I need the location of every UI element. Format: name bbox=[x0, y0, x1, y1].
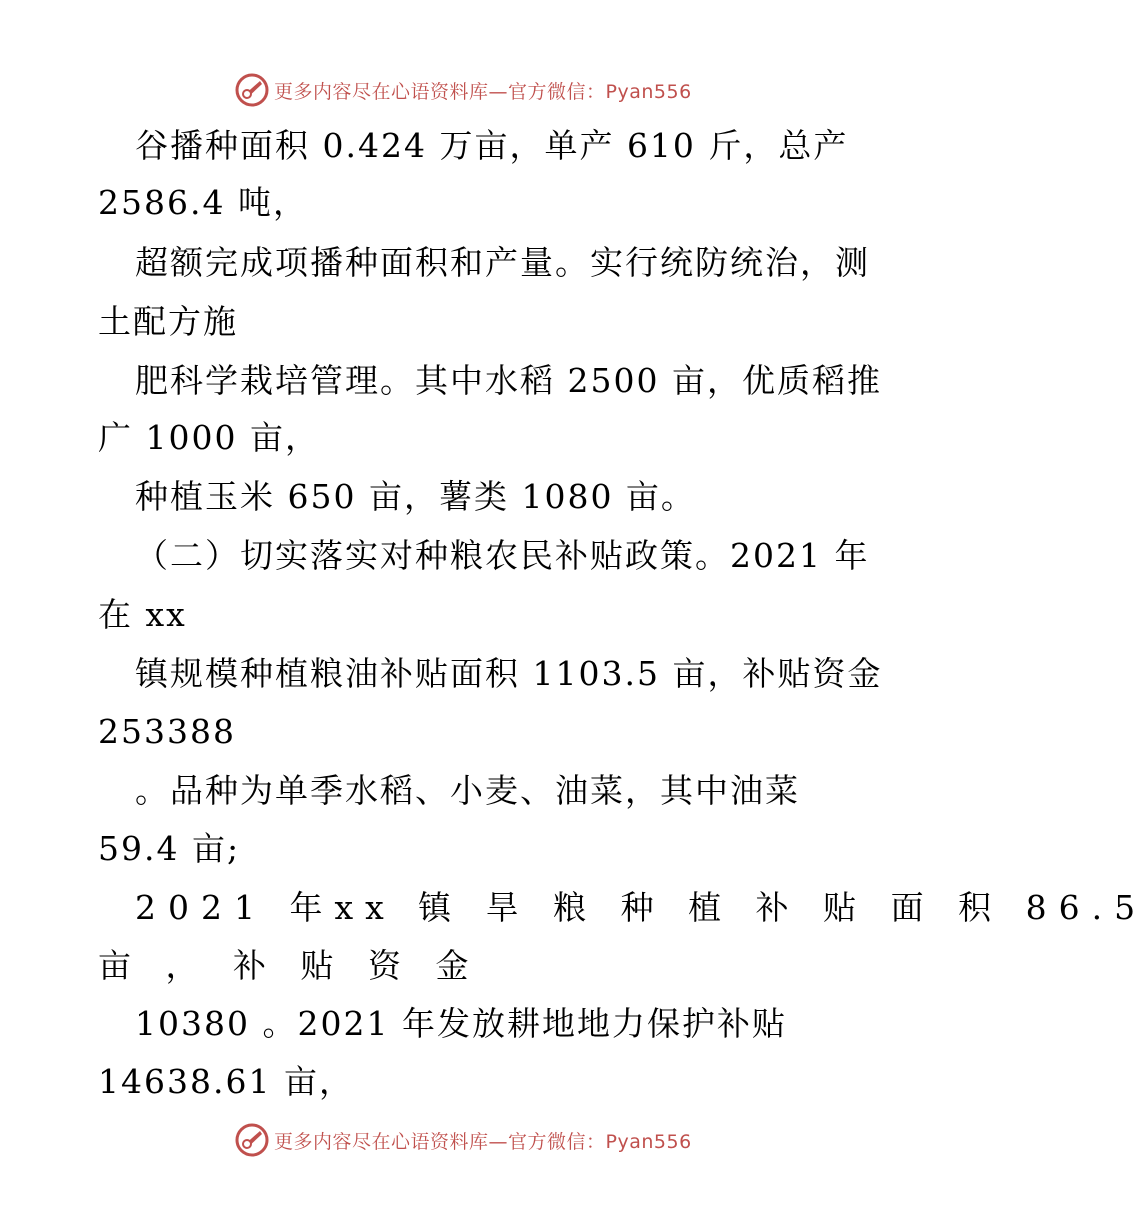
text-line-10: 镇规模种植粮油补贴面积 1103.5 亩，补贴资金 bbox=[135, 654, 883, 693]
text-line-15: 亩 ， 补 贴 资 金 bbox=[98, 946, 481, 985]
text-line-4: 土配方施 bbox=[98, 302, 238, 341]
watermark-text: 更多内容尽在心语资料库—官方微信：Pyan556 bbox=[274, 80, 692, 103]
text-line-17: 14638.61 亩， bbox=[98, 1062, 354, 1101]
text-line-14: 2021 年xx 镇 旱 粮 种 植 补 贴 面 积 86.5 bbox=[135, 888, 1147, 927]
text-line-11: 253388 bbox=[98, 712, 236, 751]
text-line-9: 在 xx bbox=[98, 595, 187, 634]
text-line-7: 种植玉米 650 亩，薯类 1080 亩。 bbox=[135, 477, 696, 516]
logo-icon bbox=[234, 72, 270, 108]
text-line-2: 2586.4 吨， bbox=[98, 183, 308, 222]
header-watermark bbox=[234, 72, 714, 108]
text-line-13: 59.4 亩; bbox=[98, 829, 241, 868]
text-line-16: 10380 。2021 年发放耕地地力保护补贴 bbox=[135, 1004, 787, 1043]
watermark-text: 更多内容尽在心语资料库—官方微信：Pyan556 bbox=[274, 1130, 692, 1153]
text-line-12: 。品种为单季水稻、小麦、油菜，其中油菜 bbox=[135, 771, 800, 810]
text-line-3: 超额完成项播种面积和产量。实行统防统治，测 bbox=[135, 243, 870, 282]
text-line-5: 肥科学栽培管理。其中水稻 2500 亩，优质稻推 bbox=[135, 361, 882, 400]
text-line-8: （二）切实落实对种粮农民补贴政策。2021 年 bbox=[135, 536, 870, 575]
logo-icon bbox=[234, 1122, 270, 1158]
text-line-6: 广 1000 亩， bbox=[98, 418, 320, 457]
text-line-1: 谷播种面积 0.424 万亩，单产 610 斤，总产 bbox=[135, 126, 849, 165]
footer-watermark bbox=[234, 1122, 714, 1158]
